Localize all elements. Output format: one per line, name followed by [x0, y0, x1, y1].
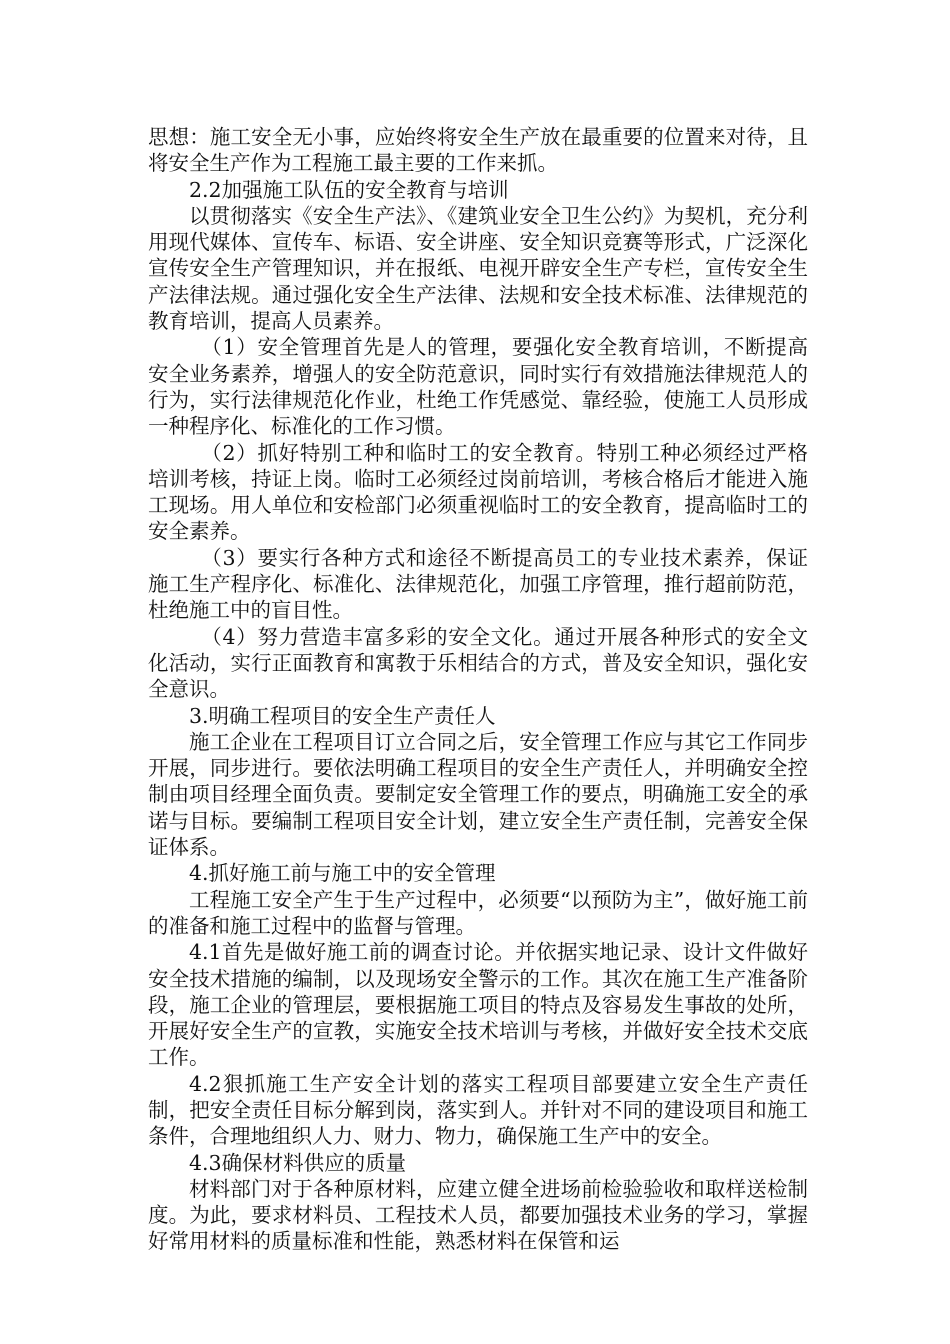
paragraph-prevention: 工程施工安全产生于生产过程中，必须要“以预防为主”，做好施工前的准备和施工过程中的监督与管理。	[148, 887, 808, 938]
paragraph-responsibility: 施工企业在工程项目订立合同之后，安全管理工作应与其它工作同步开展，同步进行。要依法明确工程项目的安全生产责任人，并明确安全控制由项目经理全面负责。要制定安全管理工作的要点，明确施工安全的承诺与目标。要编制工程项目安全计划，建立安全生产责任制，完善安全保证体系。	[148, 729, 808, 860]
list-item-3: （3）要实行各种方式和途径不断提高员工的专业技术素养，保证施工生产程序化、标准化、法律规范化，加强工序管理，推行超前防范，杜绝施工中的盲目性。	[148, 545, 808, 623]
section-heading-4: 4.抓好施工前与施工中的安全管理	[189, 861, 496, 886]
list-item-2: （2）抓好特别工种和临时工的安全教育。特别工种必须经过严格培训考核，持证上岗。临时工必须经过岗前培训，考核合格后才能进入施工现场。用人单位和安检部门必须重视临时工的安全教育，提高临时工的安全素养。	[148, 440, 808, 544]
list-item-4: （4）努力营造丰富多彩的安全文化。通过开展各种形式的安全文化活动，实行正面教育和寓教于乐相结合的方式，普及安全知识，强化安全意识。	[148, 624, 808, 702]
section-heading-3: 3.明确工程项目的安全生产责任人	[189, 703, 496, 728]
paragraph-intro-continuation: 思想：施工安全无小事，应始终将安全生产放在最重要的位置来对待，且将安全生产作为工程施工最主要的工作来抓。	[148, 125, 808, 176]
paragraph-materials: 材料部门对于各种原材料，应建立健全进场前检验验收和取样送检制度。为此，要求材料员、工程技术人员，都要加强技术业务的学习，掌握好常用材料的质量标准和性能，熟悉材料在保管和运	[148, 1176, 808, 1254]
paragraph-4-1: 4.1首先是做好施工前的调查讨论。并依据实地记录、设计文件做好安全技术措施的编制，以及现场安全警示的工作。其次在施工生产准备阶段，施工企业的管理层，要根据施工项目的特点及容易发生事故的处所，开展好安全生产的宣教，实施安全技术培训与考核，并做好安全技术交底工作。	[148, 940, 808, 1070]
document-body	[148, 124, 808, 1255]
section-heading-2-2: 2.2加强施工队伍的安全教育与培训	[189, 177, 509, 202]
paragraph-law-education: 以贯彻落实《安全生产法》、《建筑业安全卫生公约》为契机，充分利用现代媒体、宣传车、标语、安全讲座、安全知识竞赛等形式，广泛深化宣传安全生产管理知识，并在报纸、电视开辟安全生产专栏，宣传安全生产法律法规。通过强化安全生产法律、法规和安全技术标准、法律规范的教育培训，提高人员素养。	[148, 203, 808, 334]
paragraph-4-2: 4.2狠抓施工生产安全计划的落实工程项目部要建立安全生产责任制，把安全责任目标分解到岗，落实到人。并针对不同的建设项目和施工条件，合理地组织人力、财力、物力，确保施工生产中的安全。	[148, 1071, 808, 1149]
section-heading-4-3: 4.3确保材料供应的质量	[189, 1150, 407, 1175]
list-item-1: （1）安全管理首先是人的管理，要强化安全教育培训，不断提高安全业务素养，增强人的安全防范意识，同时实行有效措施法律规范人的行为，实行法律规范化作业，杜绝工作凭感觉、靠经验，使施工人员形成一种程序化、标准化的工作习惯。	[148, 335, 808, 439]
